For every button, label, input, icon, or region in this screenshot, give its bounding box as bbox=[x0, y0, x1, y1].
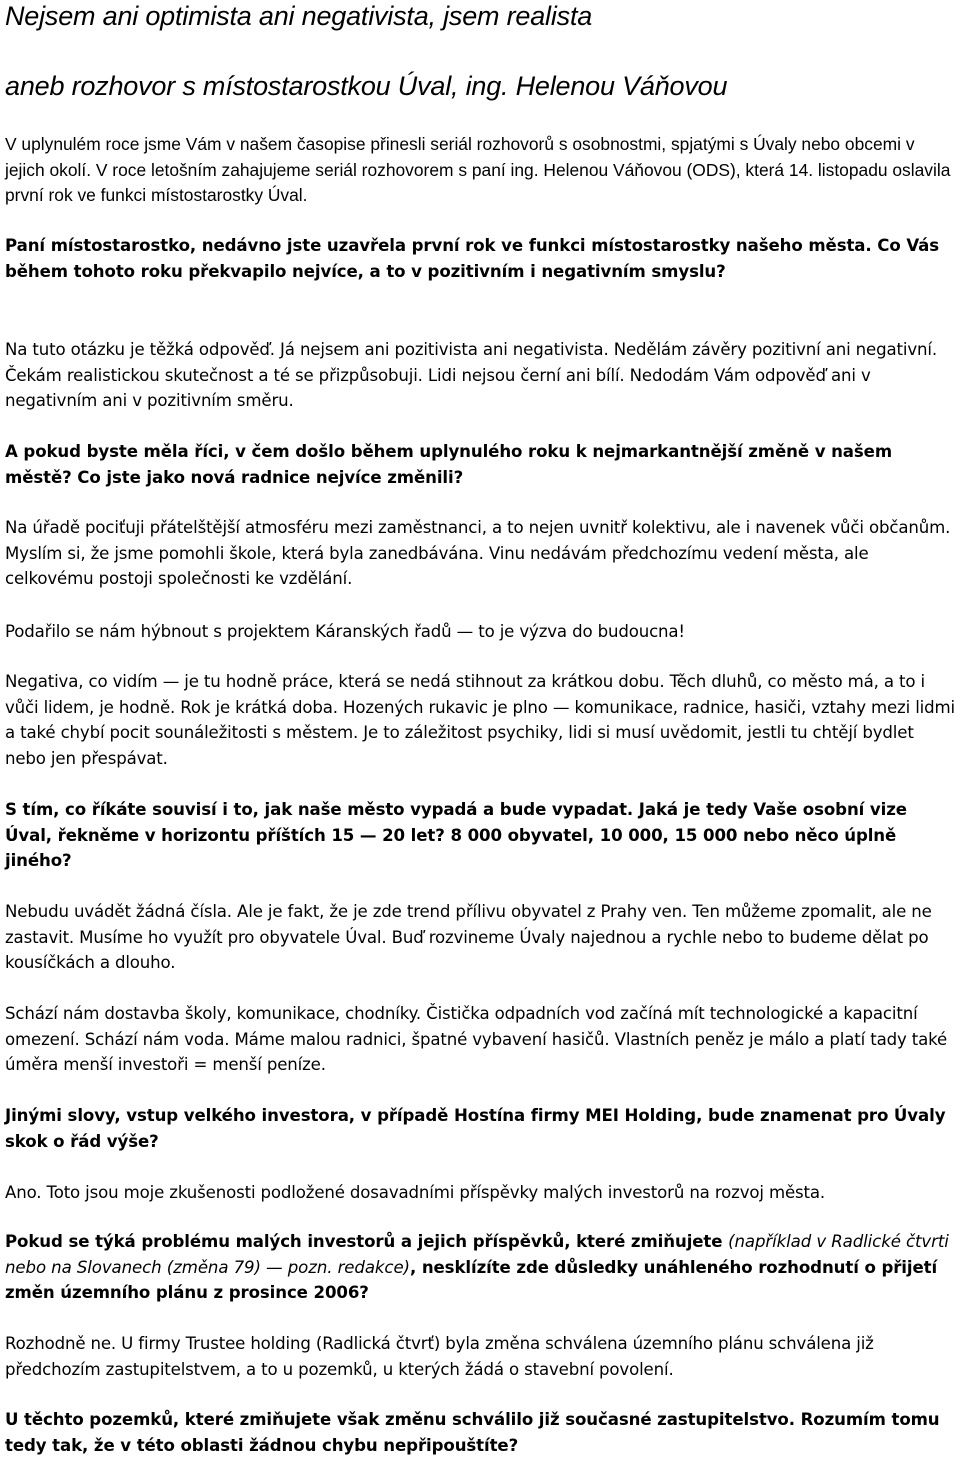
answer-3-paragraph-2: Schází nám dostavba školy, komunikace, chodníky. Čistička odpadních vod začíná mít technologické a kapacitní omezení. Schází nám voda. Máme malou radnici, špatné vybavení hasičů. Vlastních peněz je málo a platí tady také úměra menší investoři = menší peníze. bbox=[5, 1004, 948, 1075]
question-3: S tím, co říkáte souvisí i to, jak naše město vypadá a bude vypadat. Jaká je tedy Vaše osobní vize Úval, řekněme v horizontu příštích 15 — 20 let? 8 000 obyvatel, 10 000, 15 000 nebo něco úplně jiného? bbox=[5, 800, 907, 871]
question-5-text-end: , nesklízíte zde důsledky unáhleného rozhodnutí o přijetí změn územního plánu z prosince 2006? bbox=[5, 1257, 938, 1303]
question-5-text-start: Pokud se týká problému malých investorů a jejich příspěvků, které zmiňujete bbox=[5, 1232, 729, 1251]
answer-2-paragraph-3: Negativa, co vidím — je tu hodně práce, která se nedá stihnout za krátkou dobu. Těch dluhů, co město má, a to i vůči lidem, je hodně. Rok je krátká doba. Hozených rukavic je plno — komunikace, radnice, hasiči, vztahy mezi lidmi a také chybí pocit sounáležitosti s městem. Je to záležitost psychiky, lidi si musí uvědomit, jestli tu chtějí bydlet nebo jen přespávat. bbox=[5, 672, 955, 768]
answer-5: Rozhodně ne. U firmy Trustee holding (Radlická čtvrť) byla změna schválena územního plánu schválena již předchozím zastupitelstvem, a to u pozemků, u kterých žádá o stavební povolení. bbox=[5, 1334, 874, 1379]
answer-4: Ano. Toto jsou moje zkušenosti podložené dosavadními příspěvky malých investorů na rozvoj města. bbox=[5, 1183, 826, 1202]
article-title: Nejsem ani optimista ani negativista, jsem realista bbox=[5, 1, 593, 31]
answer-2-paragraph-2: Podařilo se nám hýbnout s projektem Káranských řadů — to je výzva do budoucna! bbox=[5, 622, 685, 641]
answer-1: Na tuto otázku je těžká odpověď. Já nejsem ani pozitivista ani negativista. Nedělám závěry pozitivní ani negativní. Čekám realistickou skutečnost a té se přizpůsobuji. Lidi nejsou černí ani bílí. Nedodám Vám odpověď ani v negativním ani v pozitivním směru. bbox=[5, 340, 937, 411]
question-4: Jinými slovy, vstup velkého investora, v případě Hostína firmy MEI Holding, bude znamenat pro Úvaly skok o řád výše? bbox=[5, 1106, 946, 1151]
article-subtitle: aneb rozhovor s místostarostkou Úval, ing. Helenou Váňovou bbox=[5, 71, 728, 101]
intro-paragraph: V uplynulém roce jsme Vám v našem časopise přinesli seriál rozhovorů s osobnostmi, spjatými s Úvaly nebo obcemi v jejich okolí. V roce letošním zahajujeme seriál rozhovorem s paní ing. Helenou Váňovou (ODS), která 14. listopadu oslavila první rok ve funkci místostarostky Úval. bbox=[5, 134, 951, 206]
answer-2-paragraph-1: Na úřadě pociťuji přátelštější atmosféru mezi zaměstnanci, a to nejen uvnitř kolektivu, ale i navenek vůči občanům. Myslím si, že jsme pomohli škole, která byla zanedbávána. Vinu nedávám předchozímu vedení města, ale celkovému postoji společnosti ke vzdělání. bbox=[5, 518, 951, 589]
question-5-editor-note: (například v Radlické čtvrti nebo na Slovanech (změna 79) — pozn. redakce) bbox=[5, 1232, 949, 1277]
question-1: Paní místostarostko, nedávno jste uzavřela první rok ve funkci místostarostky našeho města. Co Vás během tohoto roku překvapilo nejvíce, a to v pozitivním i negativním smyslu? bbox=[5, 236, 940, 281]
question-2: A pokud byste měla říci, v čem došlo během uplynulého roku k nejmarkantnější změně v našem městě? Co jste jako nová radnice nejvíce změnili? bbox=[5, 442, 893, 487]
question-6: U těchto pozemků, které zmiňujete však změnu schválilo již současné zastupitelstvo. Rozumím tomu tedy tak, že v této oblasti žádnou chybu nepřipouštíte? bbox=[5, 1410, 940, 1455]
question-5 bbox=[5, 1229, 957, 1306]
answer-3-paragraph-1: Nebudu uvádět žádná čísla. Ale je fakt, že je zde trend přílivu obyvatel z Prahy ven. Ten můžeme zpomalit, ale ne zastavit. Musíme ho využít pro obyvatele Úval. Buď rozvineme Úvaly najednou a rychle nebo to budeme dělat po kousíčkách a dlouho. bbox=[5, 902, 932, 973]
